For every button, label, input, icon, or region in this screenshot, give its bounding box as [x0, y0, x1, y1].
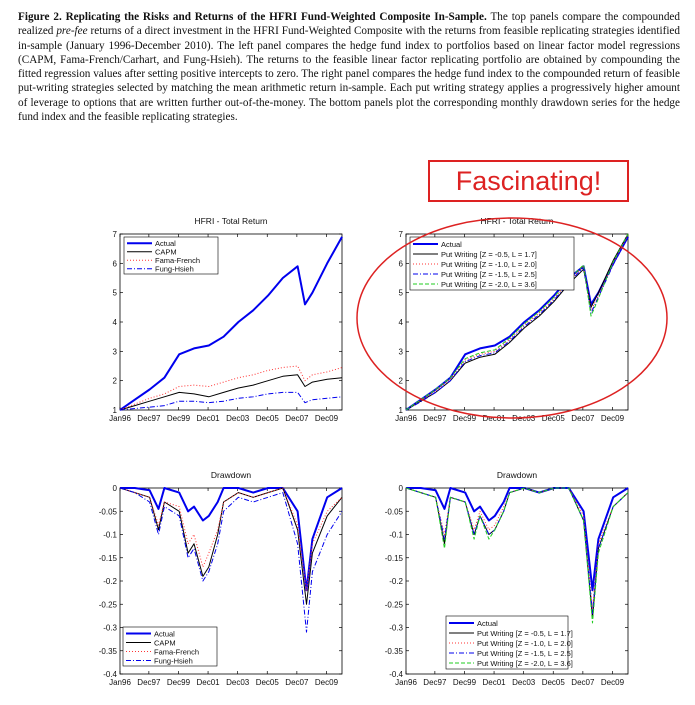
figure-label: Figure 2. Replicating the Risks and Returns of the HFRI Fund-Weighted Composite In-Sample. — [18, 11, 487, 23]
chart-title: HFRI - Total Return — [194, 216, 268, 226]
x-tick-label: Dec09 — [314, 414, 339, 423]
x-tick-label: Dec03 — [226, 414, 250, 423]
series-line-1 — [120, 488, 342, 590]
x-tick-label: Dec01 — [482, 414, 506, 423]
x-tick-label: Dec03 — [512, 414, 536, 423]
x-tick-label: Dec97 — [137, 678, 161, 687]
caption-em: pre-fee — [56, 25, 88, 38]
x-tick-label: Dec05 — [541, 414, 565, 423]
x-tick-label: Jan96 — [395, 414, 417, 423]
legend-label: Put Writing [Z = -1.5, L = 2.5] — [477, 648, 573, 658]
x-tick-label: Dec03 — [512, 678, 536, 687]
y-tick-label: 7 — [112, 230, 117, 239]
y-tick-label: 4 — [398, 318, 403, 327]
legend-label: CAPM — [155, 247, 177, 257]
y-tick-label: 3 — [398, 347, 403, 357]
y-tick-label: 4 — [112, 318, 117, 327]
legend-label: Actual — [441, 239, 462, 249]
x-tick-label: Dec05 — [541, 678, 565, 687]
legend — [123, 627, 217, 666]
y-tick-label: 7 — [398, 230, 403, 239]
legend — [410, 237, 574, 290]
legend-label: Fama-French — [154, 647, 200, 657]
series-line-1 — [406, 488, 628, 590]
chart-panel-1 — [109, 216, 342, 423]
x-tick-label: Jan96 — [109, 414, 131, 423]
x-tick-label: Dec09 — [600, 414, 625, 423]
x-tick-label: Dec97 — [137, 414, 161, 423]
y-tick-label: -0.3 — [103, 623, 117, 633]
x-tick-label: Dec99 — [166, 414, 191, 423]
legend-label: CAPM — [154, 638, 176, 648]
y-tick-label: -0.35 — [384, 646, 403, 656]
y-tick-label: 1 — [398, 406, 403, 415]
x-tick-label: Dec05 — [255, 678, 279, 687]
x-tick-label: Dec07 — [571, 414, 595, 423]
y-tick-label: 2 — [398, 376, 403, 386]
chart-title: Drawdown — [210, 470, 252, 480]
y-tick-label: 3 — [112, 347, 117, 357]
legend-label: Actual — [154, 629, 175, 639]
x-tick-label: Jan96 — [395, 678, 417, 687]
y-tick-label: -0.05 — [384, 507, 403, 517]
chart-title: HFRI - Total Return — [480, 216, 554, 226]
series-line-2 — [120, 375, 342, 410]
series-line-5 — [406, 488, 628, 623]
legend-label: Fung-Hsieh — [154, 656, 193, 666]
series-line-3 — [120, 366, 342, 410]
x-tick-label: Dec05 — [255, 414, 279, 423]
callout-text: Fascinating! — [455, 165, 602, 196]
legend-label: Put Writing [Z = -2.0, L = 3.6] — [477, 658, 573, 668]
y-tick-label: -0.2 — [103, 577, 117, 586]
legend-label: Actual — [155, 239, 176, 249]
chart-panel-3 — [99, 470, 342, 687]
y-tick-label: 6 — [112, 259, 117, 269]
y-tick-label: 0 — [398, 484, 403, 493]
y-tick-label: 2 — [112, 376, 117, 386]
y-tick-label: -0.15 — [98, 553, 117, 563]
y-tick-label: -0.05 — [98, 507, 117, 517]
y-tick-label: -0.15 — [384, 553, 403, 563]
y-tick-label: -0.25 — [98, 600, 117, 610]
y-tick-label: 0 — [112, 484, 117, 493]
caption-text-1: The top panels compare the compounded realized — [18, 11, 680, 38]
x-tick-label: Dec09 — [314, 678, 339, 687]
legend-label: Put Writing [Z = -0.5, L = 1.7] — [477, 628, 573, 638]
x-tick-label: Dec01 — [482, 678, 506, 687]
chart-panel-4 — [385, 470, 628, 687]
x-tick-label: Dec07 — [285, 414, 309, 423]
x-tick-label: Dec07 — [285, 678, 309, 687]
x-tick-label: Dec01 — [196, 414, 220, 423]
y-tick-label: -0.25 — [384, 600, 403, 610]
series-line-2 — [120, 488, 342, 604]
y-tick-label: -0.2 — [389, 577, 403, 586]
x-tick-label: Dec99 — [452, 414, 477, 423]
y-tick-label: -0.1 — [103, 530, 117, 540]
x-tick-label: Dec07 — [571, 678, 595, 687]
y-tick-label: -0.1 — [389, 530, 403, 540]
y-tick-label: 6 — [398, 259, 403, 269]
legend-label: Put Writing [Z = -0.5, L = 1.7] — [441, 249, 537, 259]
legend-label: Put Writing [Z = -1.5, L = 2.5] — [441, 269, 537, 279]
x-tick-label: Dec99 — [166, 678, 191, 687]
legend-label: Fung-Hsieh — [155, 264, 194, 274]
y-tick-label: 5 — [398, 288, 403, 298]
x-tick-label: Dec97 — [423, 678, 447, 687]
legend — [124, 237, 218, 274]
chart-title: Drawdown — [496, 470, 538, 480]
chart-panel-2 — [395, 216, 628, 423]
y-tick-label: 5 — [112, 288, 117, 298]
legend — [446, 616, 573, 669]
x-tick-label: Dec01 — [196, 678, 220, 687]
legend-label: Fama-French — [155, 256, 201, 266]
series-line-4 — [120, 392, 342, 410]
legend-label: Put Writing [Z = -1.0, L = 2.0] — [441, 259, 537, 269]
x-tick-label: Dec09 — [600, 678, 625, 687]
y-tick-label: 1 — [112, 406, 117, 415]
x-tick-label: Jan96 — [109, 678, 131, 687]
caption-text-2: returns of a direct investment in the HFRI Fund-Weighted Composite with the returns from feasible replicating strategies identified in-sample (January 1996-December 2010). The left panel compares the hedge fund index to portfolios based on linear factor model regressions (CAPM, Fama-French/Carhart, and Fung-Hsieh). The returns to the feasible linear factor replicating portfolio are obtained by compounding the fitted regression values after setting positive intercepts to zero. The right panel compares the hedge fund index to the compounded return of feasible put-writing strategies selected by matching the mean arithmetic return in-sample. Each put writing strategy applies a progressively higher amount of leverage to options that are written further out-of-the-money. The bottom panels plot the corresponding monthly drawdown series for the hedge fund index and the feasible replicating strategies. — [18, 25, 680, 124]
legend-label: Put Writing [Z = -2.0, L = 3.6] — [441, 279, 537, 289]
x-tick-label: Dec97 — [423, 414, 447, 423]
legend-label: Put Writing [Z = -1.0, L = 2.0] — [477, 638, 573, 648]
y-tick-label: -0.4 — [103, 670, 117, 679]
x-tick-label: Dec03 — [226, 678, 250, 687]
x-tick-label: Dec99 — [452, 678, 477, 687]
legend-label: Actual — [477, 618, 498, 628]
y-tick-label: -0.3 — [389, 623, 403, 633]
y-tick-label: -0.4 — [389, 670, 403, 679]
y-tick-label: -0.35 — [98, 646, 117, 656]
